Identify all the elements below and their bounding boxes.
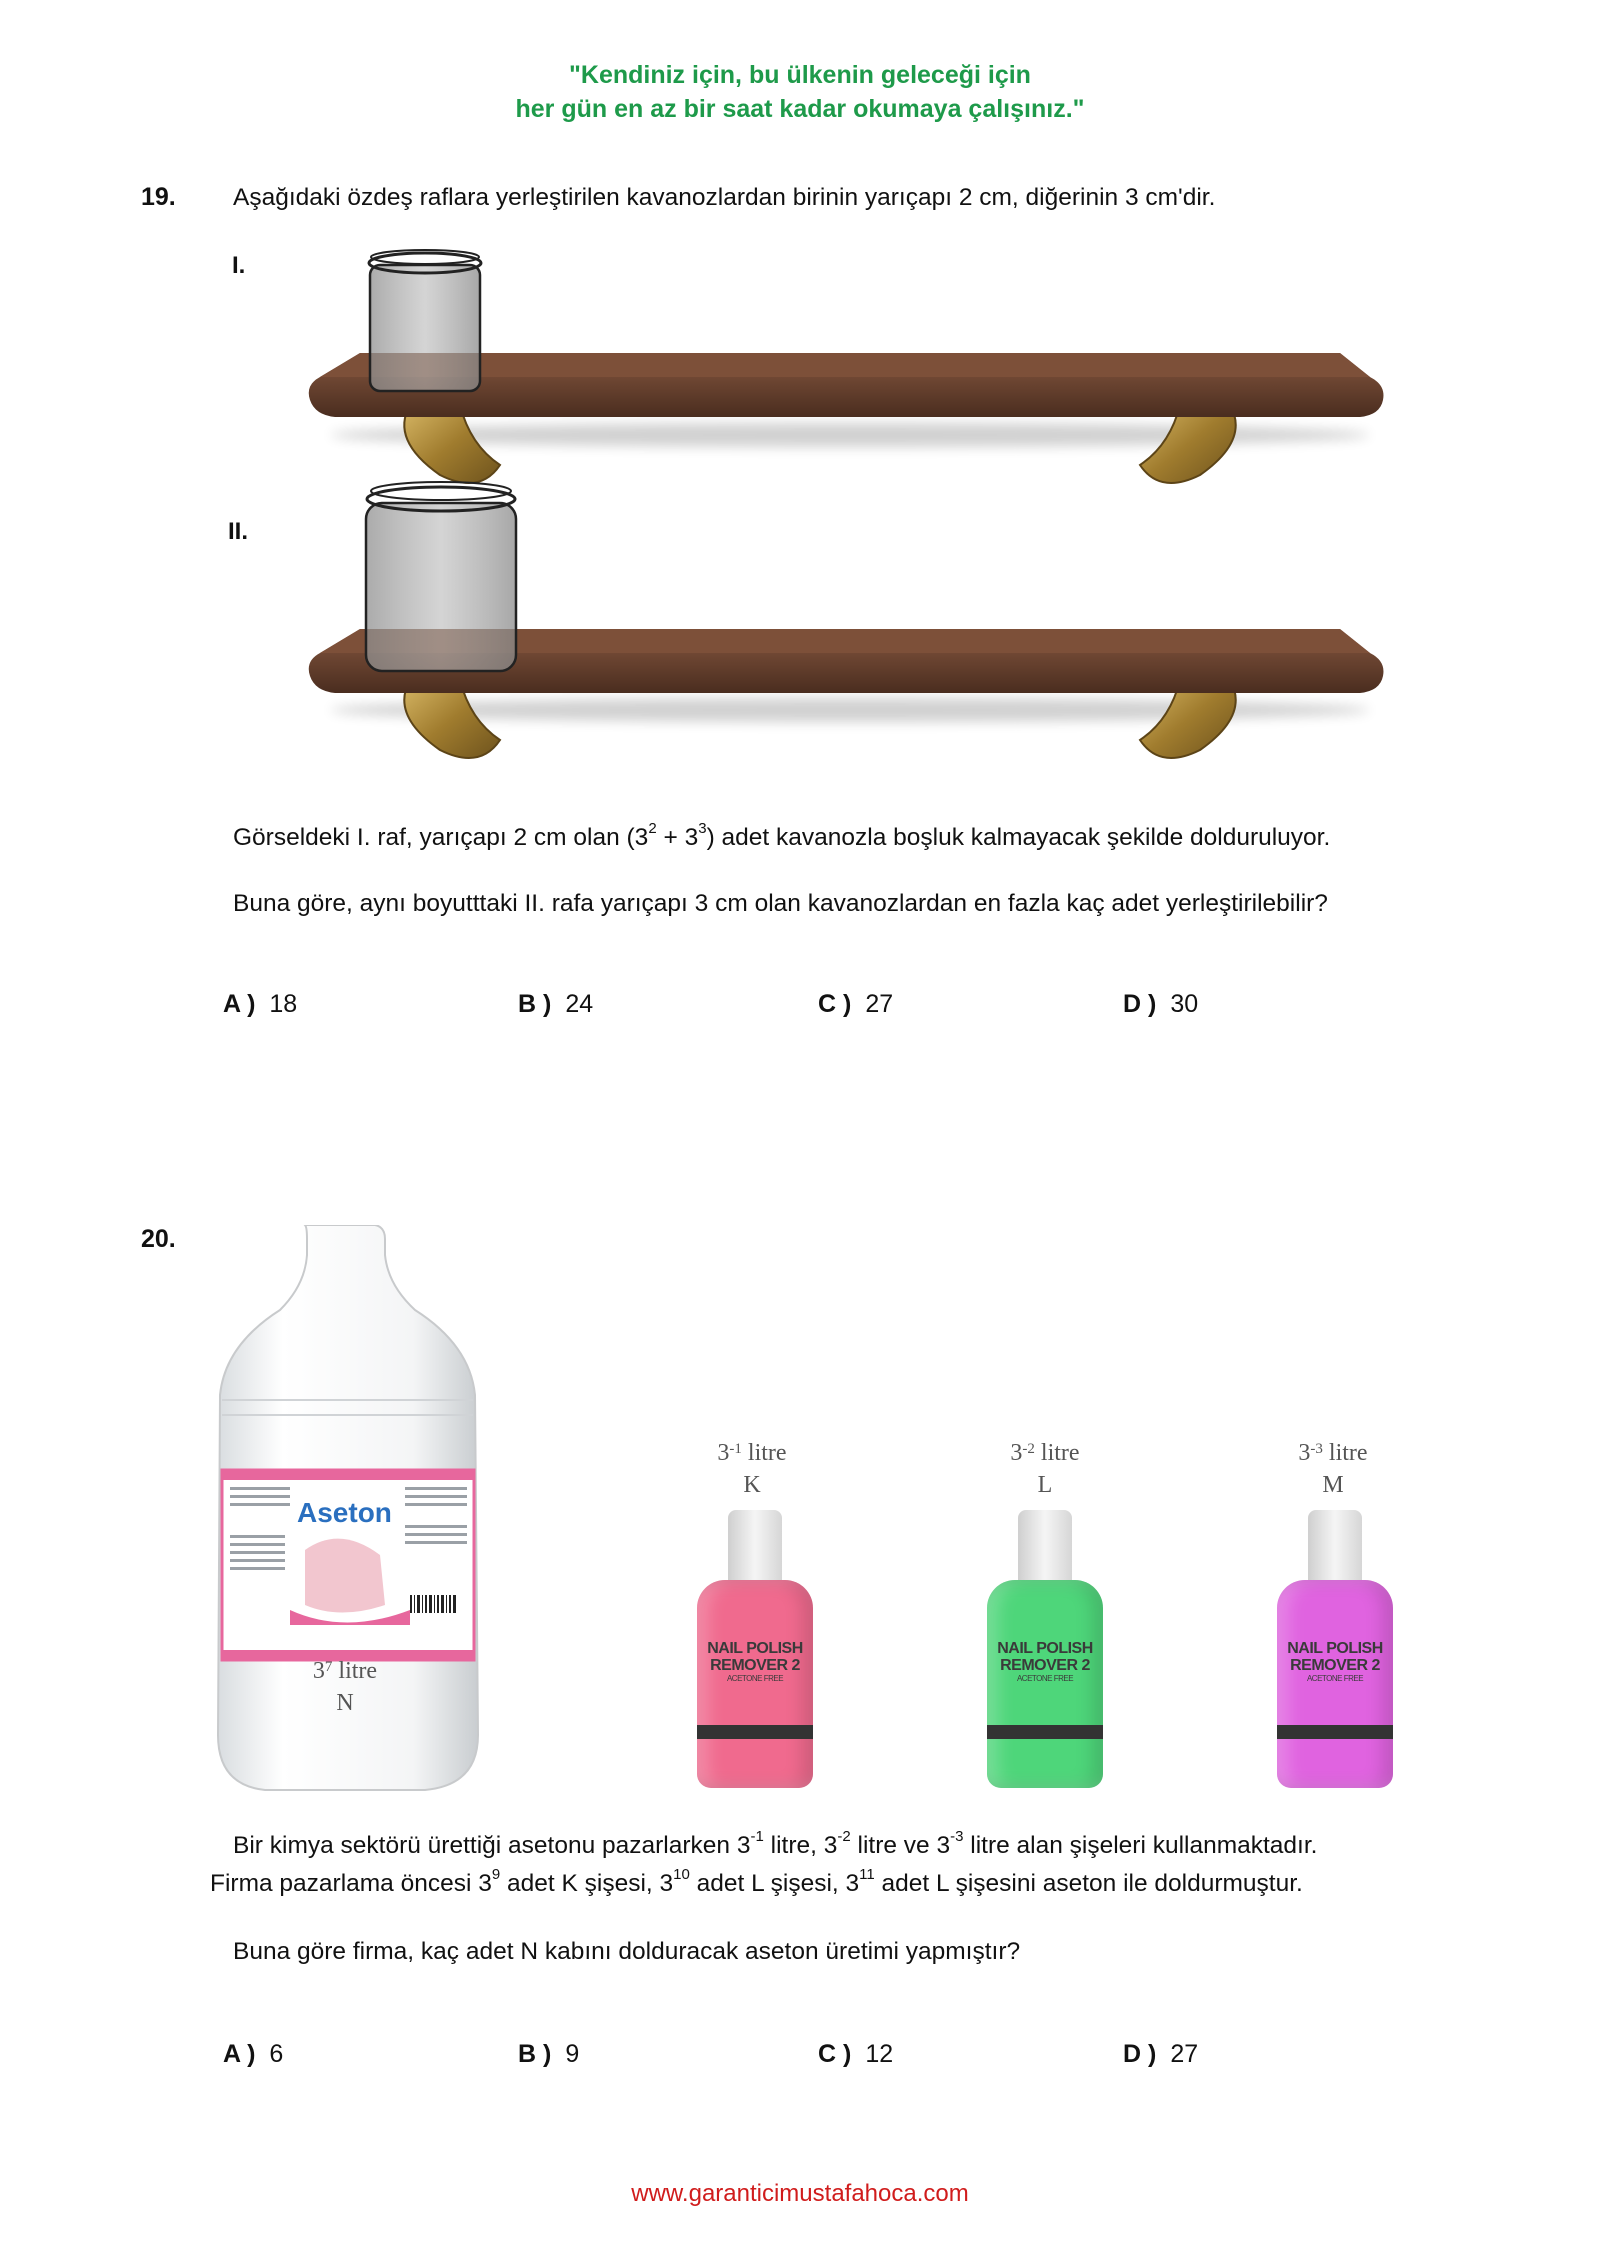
bottle-m-body	[1277, 1580, 1393, 1788]
q19-option-c[interactable]: C ) 27	[818, 990, 894, 1018]
bottle-n-name: N	[336, 1690, 354, 1716]
q19-option-b[interactable]: B ) 24	[518, 990, 594, 1018]
motto-line-2: her gün en az bir saat kadar okumaya çalışınız."	[515, 95, 1085, 123]
shelf-1-label: I.	[232, 252, 246, 279]
bottle-l-icon: NAIL POLISH REMOVER 2 ACETONE FREE	[985, 1510, 1105, 1790]
bottle-k-caption	[692, 1437, 812, 1501]
bottle-l-name: L	[1037, 1472, 1053, 1498]
bottle-m-caption	[1273, 1437, 1393, 1501]
q19-option-a[interactable]: A ) 18	[223, 990, 298, 1018]
bottle-l-caption	[985, 1437, 1105, 1501]
motto-line-1: "Kendiniz için, bu ülkenin geleceği için	[569, 61, 1031, 89]
q20-option-d[interactable]: D ) 27	[1123, 2040, 1199, 2068]
question-20-paragraph-3: Buna göre firma, kaç adet N kabını dolduracak aseton üretimi yapmıştır?	[233, 1938, 1021, 1965]
question-19-paragraph-1: Görseldeki I. raf, yarıçapı 2 cm olan $(3^2 + 3^3)$ adet kavanozla boşluk kalmayacak şekilde dolduruluyor.	[233, 820, 1331, 851]
bottle-k-body	[697, 1580, 813, 1788]
q20-option-a[interactable]: A ) 6	[223, 2040, 284, 2068]
bottle-l-volume: $3^{-2}$ litre	[1010, 1440, 1080, 1466]
jar-small-icon	[369, 250, 481, 391]
question-19-number: 19.	[141, 183, 176, 211]
question-20-paragraph-2: Firma pazarlama öncesi $3^9$ adet K şişesi, $3^{10}$ adet L şişesi, $3^{11}$ adet L şişesini aseton ile doldurmuştur.	[210, 1866, 1303, 1897]
bottle-l-body	[987, 1580, 1103, 1788]
aseton-brand: Aseton	[297, 1497, 392, 1528]
bottle-n-caption	[280, 1655, 410, 1719]
bottle-k-volume: $3^{-1}$ litre	[717, 1440, 787, 1466]
shelves-illustration	[290, 235, 1410, 795]
q20-option-b[interactable]: B ) 9	[518, 2040, 580, 2068]
question-20-paragraph-1: Bir kimya sektörü ürettiği asetonu pazarlarken $3^{-1}$ litre, $3^{-2}$ litre ve $3^{-3}$ litre alan şişeleri kullanmaktadır.	[233, 1828, 1318, 1859]
footer-website-link[interactable]: www.garanticimustafahoca.com	[631, 2180, 969, 2207]
shelf-2-label: II.	[228, 518, 249, 545]
question-20-number: 20.	[141, 1225, 176, 1253]
bottle-m-icon: NAIL POLISH REMOVER 2 ACETONE FREE	[1275, 1510, 1395, 1790]
bottle-n-volume: $3^7$ litre	[312, 1658, 378, 1684]
jar-large-icon	[366, 482, 516, 671]
bottle-k-icon: NAIL POLISH REMOVER 2 ACETONE FREE	[695, 1510, 815, 1790]
question-19-intro: Aşağıdaki özdeş raflara yerleştirilen kavanozlardan birinin yarıçapı 2 cm, diğerinin 3 cm'dir.	[233, 184, 1216, 211]
question-19-paragraph-2: Buna göre, aynı boyutttaki II. rafa yarıçapı 3 cm olan kavanozlardan en fazla kaç adet yerleştirilebilir?	[233, 890, 1328, 917]
bottle-m-volume: $3^{-3}$ litre	[1298, 1440, 1368, 1466]
bottle-m-name: M	[1322, 1472, 1344, 1498]
bottle-k-name: K	[743, 1472, 761, 1498]
q20-option-c[interactable]: C ) 12	[818, 2040, 894, 2068]
q19-option-d[interactable]: D ) 30	[1123, 990, 1199, 1018]
